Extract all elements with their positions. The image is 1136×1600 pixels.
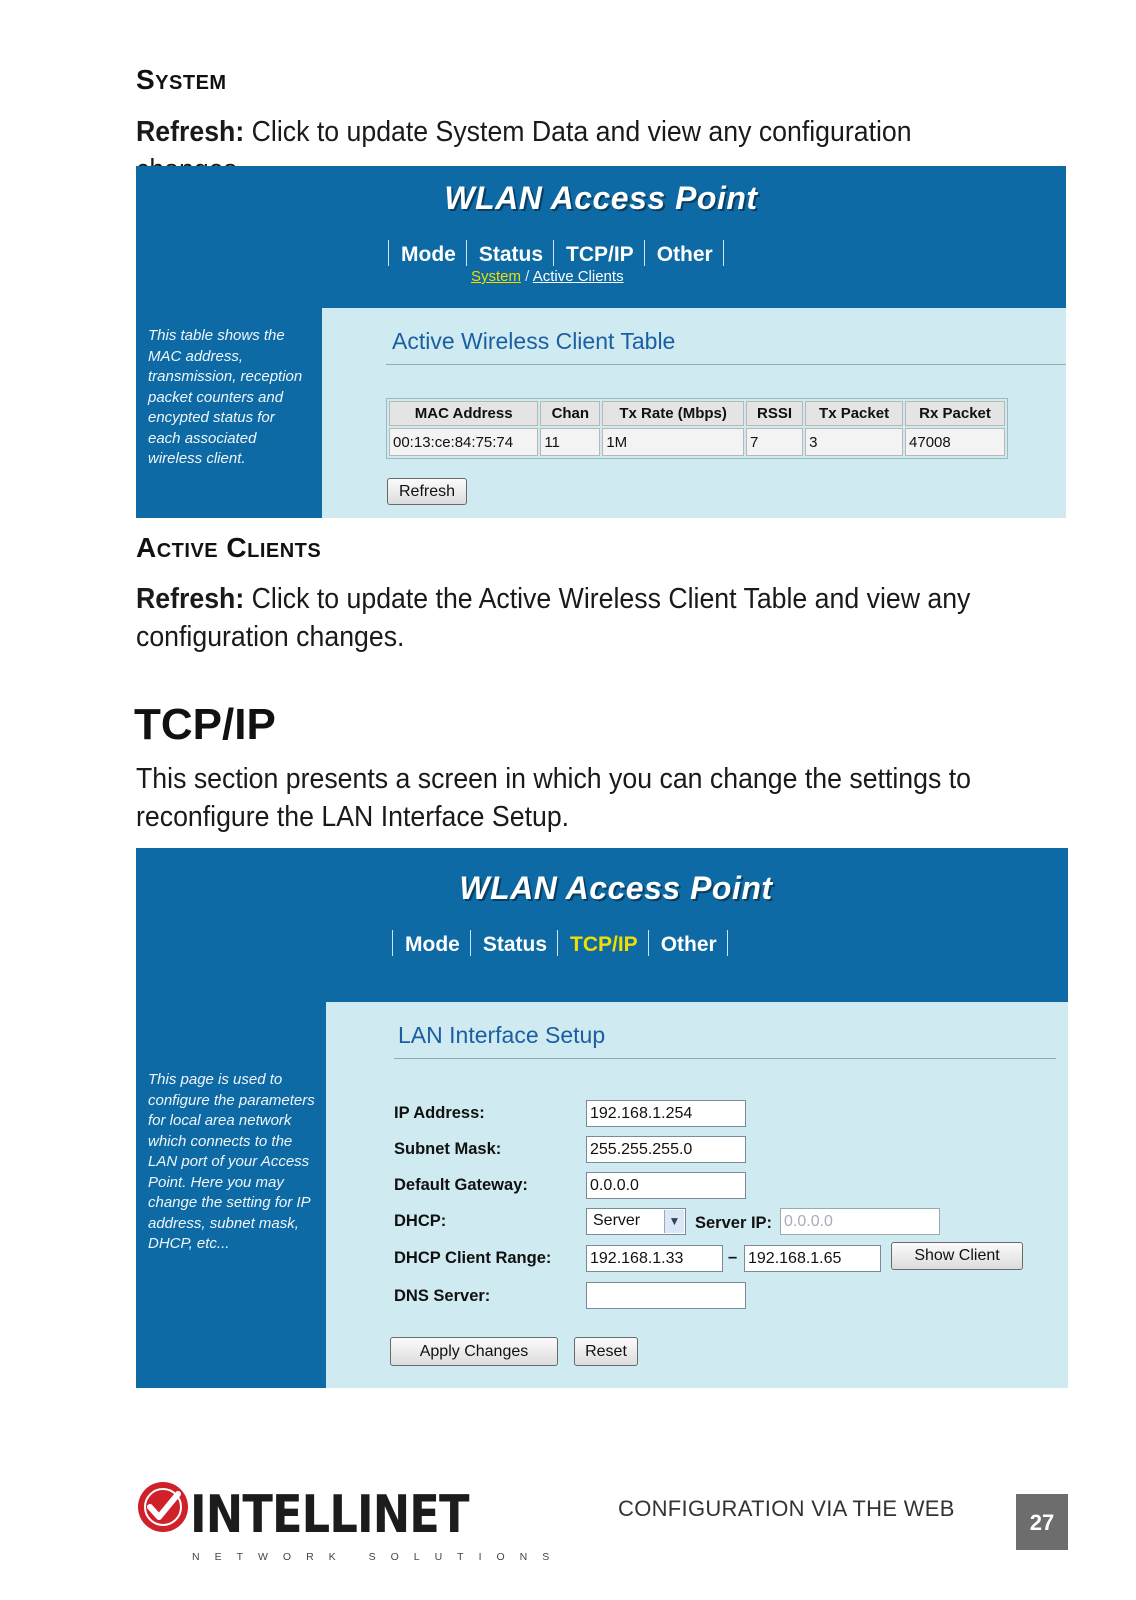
divider bbox=[394, 1058, 1056, 1059]
table-header-row bbox=[389, 401, 1005, 426]
dhcp-select[interactable] bbox=[586, 1208, 686, 1235]
tab-mode[interactable]: Mode bbox=[388, 240, 466, 266]
reset-button[interactable]: Reset bbox=[574, 1337, 638, 1366]
panel-title: Active Wireless Client Table bbox=[392, 328, 676, 354]
cell-mac: 00:13:ce:84:75:74 bbox=[389, 428, 538, 456]
col-chan: Chan bbox=[540, 401, 600, 426]
default-gateway-label: Default Gateway: bbox=[394, 1176, 528, 1194]
tab-other[interactable]: Other bbox=[648, 930, 728, 956]
active-clients-refresh-paragraph bbox=[136, 580, 1019, 656]
logo-check-icon bbox=[136, 1480, 190, 1534]
col-rssi: RSSI bbox=[746, 401, 803, 426]
apply-changes-button[interactable]: Apply Changes bbox=[390, 1337, 558, 1366]
tab-tcpip[interactable]: TCP/IP bbox=[557, 930, 648, 956]
refresh-button[interactable]: Refresh bbox=[387, 478, 467, 505]
subnet-mask-label: Subnet Mask: bbox=[394, 1140, 502, 1158]
dns-server-input[interactable] bbox=[586, 1282, 746, 1309]
tab-other[interactable]: Other bbox=[644, 240, 724, 266]
tab-status[interactable]: Status bbox=[466, 240, 553, 266]
cell-tx-packet: 3 bbox=[805, 428, 903, 456]
range-end-input[interactable]: 192.168.1.65 bbox=[744, 1245, 881, 1272]
tab-status[interactable]: Status bbox=[470, 930, 557, 956]
ip-address-input[interactable]: 192.168.1.254 bbox=[586, 1100, 746, 1127]
subnet-mask-input[interactable]: 255.255.255.0 bbox=[586, 1136, 746, 1163]
footer-section-label: CONFIGURATION VIA THE WEB bbox=[618, 1496, 955, 1521]
wlan-title: WLAN Access Point bbox=[444, 180, 758, 216]
col-tx-packet: Tx Packet bbox=[805, 401, 903, 426]
range-separator: – bbox=[728, 1248, 738, 1266]
wlan-title: WLAN Access Point bbox=[459, 870, 773, 906]
nav-tabs bbox=[388, 240, 724, 266]
subnav-active-clients-link[interactable]: Active Clients bbox=[532, 268, 624, 285]
section-heading-active-clients: Active Clients bbox=[136, 532, 322, 563]
default-gateway-input[interactable]: 0.0.0.0 bbox=[586, 1172, 746, 1199]
panel-title: LAN Interface Setup bbox=[398, 1022, 606, 1048]
cell-tx-rate: 1M bbox=[602, 428, 744, 456]
dns-server-label: DNS Server: bbox=[394, 1287, 491, 1305]
ip-address-label: IP Address: bbox=[394, 1104, 485, 1122]
tab-tcpip[interactable]: TCP/IP bbox=[553, 240, 644, 266]
content-area bbox=[326, 1002, 1068, 1388]
tab-mode[interactable]: Mode bbox=[392, 930, 470, 956]
nav-tabs bbox=[392, 930, 728, 956]
screenshot-lan-interface-setup bbox=[136, 848, 1068, 1388]
range-start-input[interactable]: 192.168.1.33 bbox=[586, 1245, 723, 1272]
subnav-system-link[interactable]: System bbox=[471, 268, 522, 285]
dhcp-selected-value: Server bbox=[593, 1212, 641, 1229]
page-number: 27 bbox=[1016, 1494, 1068, 1550]
dhcp-client-range-label: DHCP Client Range: bbox=[394, 1249, 552, 1267]
section-heading-system: System bbox=[136, 64, 227, 95]
content-area bbox=[322, 308, 1066, 518]
table-row bbox=[389, 428, 1005, 456]
header-banner bbox=[136, 166, 1066, 308]
screenshot-active-clients bbox=[136, 166, 1066, 518]
refresh-label: Refresh: bbox=[136, 116, 245, 148]
cell-chan: 11 bbox=[540, 428, 600, 456]
sub-navigation bbox=[471, 268, 624, 285]
sidebar bbox=[136, 1002, 326, 1388]
logo-wordmark: INTELLINET bbox=[190, 1485, 469, 1545]
server-ip-input[interactable]: 0.0.0.0 bbox=[780, 1208, 940, 1235]
client-table bbox=[386, 398, 1008, 459]
cell-rx-packet: 47008 bbox=[905, 428, 1005, 456]
col-mac-address: MAC Address bbox=[389, 401, 538, 426]
refresh-description: Click to update System Data and view any configuration bbox=[251, 116, 912, 148]
subnav-separator: / bbox=[521, 268, 533, 285]
sidebar-help-text: This table shows the MAC address, transmission, reception packet counters and encypted status for each associated wireless client. bbox=[148, 327, 303, 467]
header-banner bbox=[136, 848, 1068, 1002]
server-ip-label: Server IP: bbox=[695, 1214, 773, 1232]
logo-tagline: NETWORK SOLUTIONS bbox=[192, 1551, 565, 1563]
show-client-button[interactable]: Show Client bbox=[891, 1242, 1023, 1270]
sidebar-help-text: This page is used to configure the parameters for local area network which connects to the LAN port of your Access Point. Here you may change the setting for IP address, subnet mask, DHCP, etc... bbox=[148, 1071, 315, 1252]
sidebar bbox=[136, 308, 322, 518]
dhcp-label: DHCP: bbox=[394, 1212, 447, 1230]
cell-rssi: 7 bbox=[746, 428, 803, 456]
col-rx-packet: Rx Packet bbox=[905, 401, 1005, 426]
refresh-label: Refresh: bbox=[136, 583, 245, 615]
chevron-down-icon[interactable]: ▼ bbox=[664, 1210, 684, 1233]
col-tx-rate: Tx Rate (Mbps) bbox=[602, 401, 744, 426]
divider bbox=[386, 364, 1066, 365]
refresh-description: Click to update the Active Wireless Client Table and view any configuration changes. bbox=[136, 583, 971, 653]
section-title-tcpip: TCP/IP bbox=[134, 700, 276, 749]
tcpip-intro-paragraph: This section presents a screen in which you can change the settings to reconfigure the LAN Interface Setup. bbox=[136, 763, 971, 833]
